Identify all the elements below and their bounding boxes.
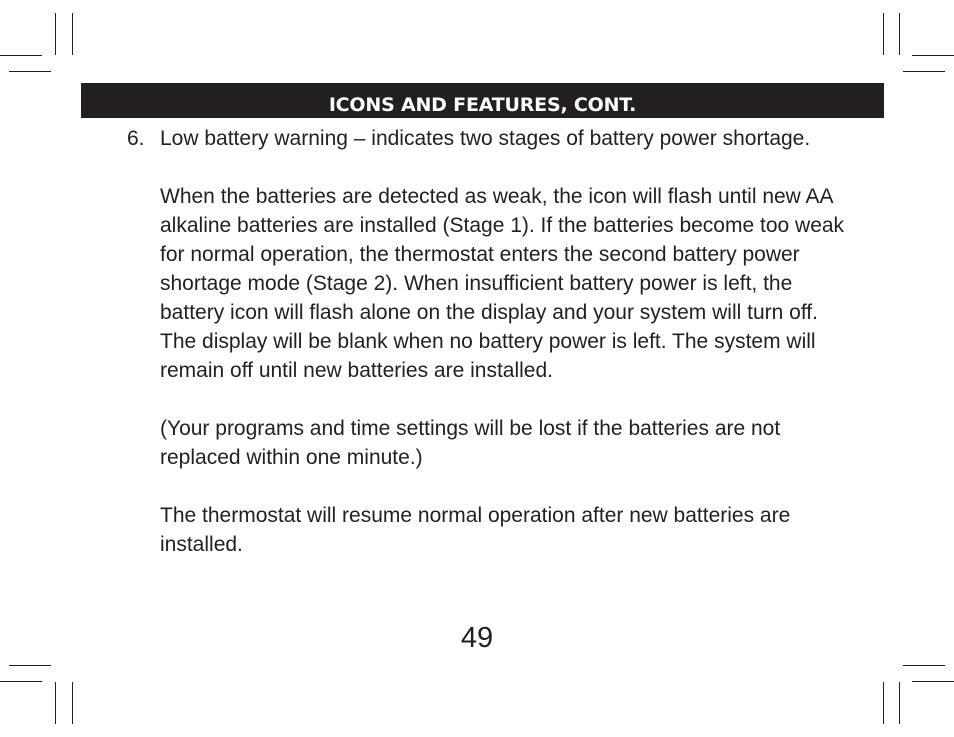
item-heading-paragraph: Low battery warning – indicates two stages of battery power shortage. — [160, 127, 811, 150]
crop-mark — [72, 13, 73, 55]
item-paragraph: When the batteries are detected as weak, the icon will flash until new AA alkaline batteries are installed (Stage 1). If the batteries become too weak for normal operation, the thermostat enters the second battery power shortage mode (Stage 2). When insufficient battery power is left, the battery icon will flash alone on the display and your system will turn off. The display will be blank when no battery power is left. The system will remain off until new batteries are installed. — [160, 185, 845, 382]
crop-mark — [899, 682, 900, 724]
item-paragraph: (Your programs and time settings will be lost if the batteries are not replaced within one minute.) — [160, 417, 781, 469]
crop-mark — [9, 71, 51, 72]
crop-mark — [0, 681, 42, 682]
crop-mark — [912, 55, 954, 56]
section-title: ICONS AND FEATURES, CONT. — [328, 94, 637, 116]
page-number: 49 — [460, 622, 494, 654]
crop-mark — [912, 681, 954, 682]
crop-mark — [72, 682, 73, 724]
crop-mark — [9, 665, 51, 666]
crop-mark — [55, 13, 56, 55]
crop-mark — [903, 71, 945, 72]
crop-mark — [55, 682, 56, 724]
crop-mark — [883, 682, 884, 724]
section-header — [81, 83, 884, 118]
crop-mark — [903, 665, 945, 666]
item-body — [160, 124, 847, 559]
item-number: 6. — [127, 127, 145, 150]
item-paragraph: The thermostat will resume normal operation after new batteries are installed. — [160, 504, 791, 556]
list-item — [127, 124, 847, 559]
crop-mark — [883, 13, 884, 55]
crop-mark — [0, 55, 42, 56]
crop-mark — [899, 13, 900, 55]
